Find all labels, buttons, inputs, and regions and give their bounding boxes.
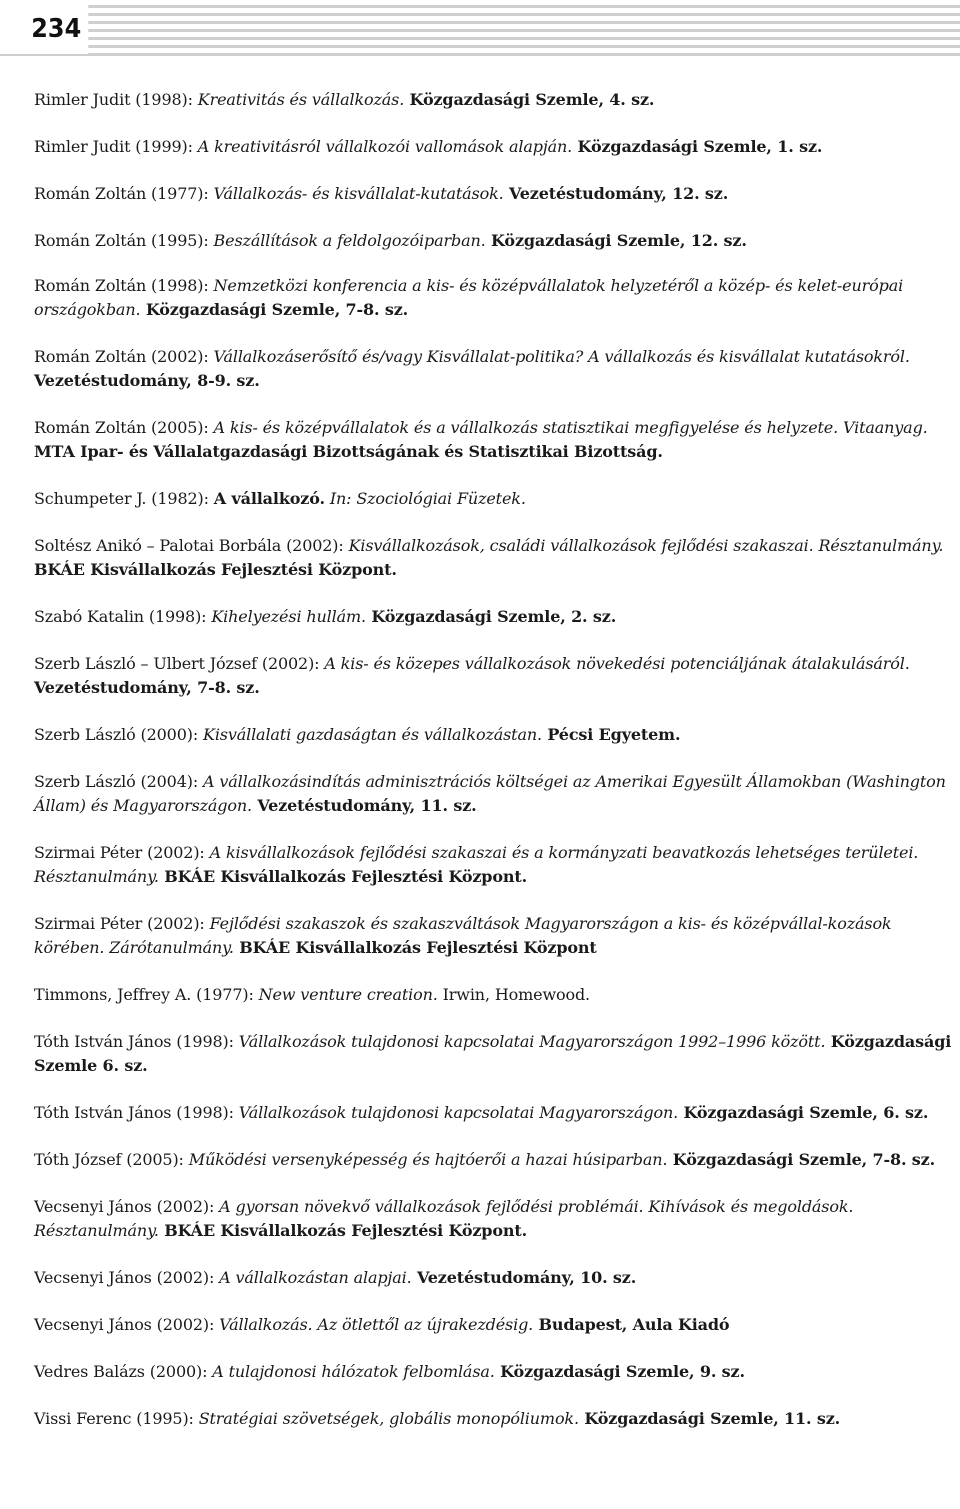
ref-title: Vállalkozás. Az ötlettől az újrakezdésig. [219,1315,534,1334]
ref-title: Kisvállalati gazdaságtan és vállalkozástan. [203,725,542,744]
reference-item [34,1313,954,1337]
ref-title: Vállalkozások tulajdonosi kapcsolatai Magyarországon. [238,1103,679,1122]
ref-source: Közgazdasági Szemle, 11. sz. [578,1409,841,1428]
ref-author: Vecsenyi János (2002): [34,1197,220,1216]
ref-author: Rimler Judit (1999): [34,137,198,156]
header-stripe-bar [0,0,960,58]
ref-author: Román Zoltán (1998): [34,276,214,295]
ref-title: Vállalkozás- és kisvállalat-kutatások. [213,184,504,203]
ref-title: A kisvállalkozások fejlődési szakaszai és a kormányzati beavatkozás lehetséges területei. Résztanulmány. [34,843,919,886]
ref-title: Kihelyezési hullám. [211,607,366,626]
ref-author: Schumpeter J. (1982): [34,489,214,508]
ref-title: A kreativitásról vállalkozói vallomások alapján. [197,137,573,156]
reference-item [34,605,954,629]
ref-title: In: Szociológiai Füzetek. [324,489,526,508]
ref-source: Pécsi Egyetem. [541,725,681,744]
ref-title: Működési versenyképesség és hajtóerői a hazai húsiparban. [188,1150,668,1169]
reference-item [34,983,954,1007]
ref-title: Vállalkozások tulajdonosi kapcsolatai Magyarországon 1992–1996 között. [238,1032,826,1051]
ref-title: A tulajdonosi hálózatok felbomlása. [212,1362,495,1381]
ref-author: Román Zoltán (1977): [34,184,214,203]
ref-author: Szerb László (2000): [34,725,204,744]
reference-item [34,345,954,393]
page-number: 234 [0,4,88,54]
ref-title: A kis- és közepes vállalkozások növekedési potenciáljának átalakulásáról. [324,654,910,673]
ref-source: Közgazdasági Szemle, 9. sz. [494,1362,745,1381]
ref-author: Timmons, Jeffrey A. (1977): [34,985,259,1004]
ref-author: Vedres Balázs (2000): [34,1362,213,1381]
ref-author: Soltész Anikó – Palotai Borbála (2002): [34,536,349,555]
ref-source: Vezetéstudomány, 12. sz. [503,184,729,203]
ref-source: Vezetéstudomány, 8-9. sz. [34,371,260,390]
ref-source: Közgazdasági Szemle, 7-8. sz. [140,300,409,319]
ref-author: Román Zoltán (2005): [34,418,214,437]
ref-author: Szirmai Péter (2002): [34,914,210,933]
ref-source: Vezetéstudomány, 11. sz. [251,796,477,815]
reference-item [34,1360,954,1384]
ref-source: Közgazdasági Szemle, 1. sz. [572,137,823,156]
ref-title: A kis- és középvállalatok és a vállalkozás statisztikai megfigyelése és helyzete. Vitaanyag. [213,418,928,437]
ref-source: Budapest, Aula Kiadó [533,1315,730,1334]
ref-author: Szerb László (2004): [34,772,204,791]
reference-item [34,1148,954,1172]
ref-source: BKÁE Kisvállalkozás Fejlesztési Központ. [158,1221,528,1240]
reference-item [34,912,954,960]
ref-source: Közgazdasági Szemle, 12. sz. [485,231,747,250]
ref-author: Szabó Katalin (1998): [34,607,212,626]
ref-title: A vállalkozástan alapjai. [219,1268,412,1287]
ref-source: BKÁE Kisvállalkozás Fejlesztési Központ [233,938,597,957]
ref-author: Román Zoltán (2002): [34,347,214,366]
ref-title: New venture creation. [258,985,438,1004]
reference-item [34,652,954,700]
ref-source: Közgazdasági Szemle 6. sz. [34,1032,952,1075]
reference-item [34,1407,954,1431]
ref-source: Közgazdasági Szemle, 2. sz. [365,607,617,626]
reference-item [34,841,954,889]
ref-title: Fejlődési szakaszok és szakaszváltások Magyarországon a kis- és középvállal-kozások körében. Zárótanulmány. [34,914,892,957]
ref-author: Szirmai Péter (2002): [34,843,210,862]
ref-title: Vállalkozáserősítő és/vagy Kisvállalat-politika? A vállalkozás és kisvállalat kutatásokról. [213,347,910,366]
ref-source: BKÁE Kisvállalkozás Fejlesztési Központ. [158,867,528,886]
reference-item [34,182,954,206]
reference-item [34,1101,954,1125]
ref-source: Vezetéstudomány, 7-8. sz. [34,678,260,697]
ref-title: Stratégiai szövetségek, globális monopóliumok. [198,1409,579,1428]
ref-source: Közgazdasági Szemle, 7-8. sz. [667,1150,936,1169]
ref-source: Közgazdasági Szemle, 6. sz. [678,1103,929,1122]
ref-source: BKÁE Kisvállalkozás Fejlesztési Központ. [34,560,397,579]
ref-author: Vecsenyi János (2002): [34,1315,220,1334]
ref-source: Közgazdasági Szemle, 4. sz. [404,90,655,109]
reference-item [34,1195,954,1243]
reference-item [34,274,954,322]
reference-item [34,1266,954,1290]
ref-title: Beszállítások a feldolgozóiparban. [213,231,486,250]
ref-publisher: Irwin, Homewood. [437,985,590,1004]
reference-item [34,135,954,159]
ref-title: A vállalkozásindítás adminisztrációs költségei az Amerikai Egyesült Államokban (Washington Állam) és Magyarországon. [34,772,946,815]
ref-source: MTA Ipar- és Vállalatgazdasági Bizottságának és Statisztikai Bizottság. [34,442,663,461]
reference-item [34,88,954,112]
ref-title: Nemzetközi konferencia a kis- és középvállalatok helyzetéről a közép- és kelet-európai országokban. [34,276,904,319]
ref-author: Tóth István János (1998): [34,1103,239,1122]
reference-list [34,88,954,1454]
ref-author: Vecsenyi János (2002): [34,1268,220,1287]
ref-author: Tóth István János (1998): [34,1032,239,1051]
ref-author: Vissi Ferenc (1995): [34,1409,199,1428]
ref-author: Tóth József (2005): [34,1150,189,1169]
ref-title: Kisvállalkozások, családi vállalkozások fejlődési szakaszai. Résztanulmány. [348,536,944,555]
reference-item [34,229,954,253]
ref-author: Román Zoltán (1995): [34,231,214,250]
reference-item [34,1030,954,1078]
ref-author: Rimler Judit (1998): [34,90,198,109]
reference-item [34,534,954,582]
ref-source: Vezetéstudomány, 10. sz. [411,1268,637,1287]
ref-title: Kreativitás és vállalkozás. [197,90,405,109]
ref-source: A vállalkozó. [213,489,325,508]
reference-item [34,723,954,747]
reference-item [34,487,954,511]
reference-item [34,416,954,464]
reference-item [34,770,954,818]
ref-author: Szerb László – Ulbert József (2002): [34,654,325,673]
ref-title: A gyorsan növekvő vállalkozások fejlődési problémái. Kihívások és megoldások. Résztanulmány. [34,1197,854,1240]
